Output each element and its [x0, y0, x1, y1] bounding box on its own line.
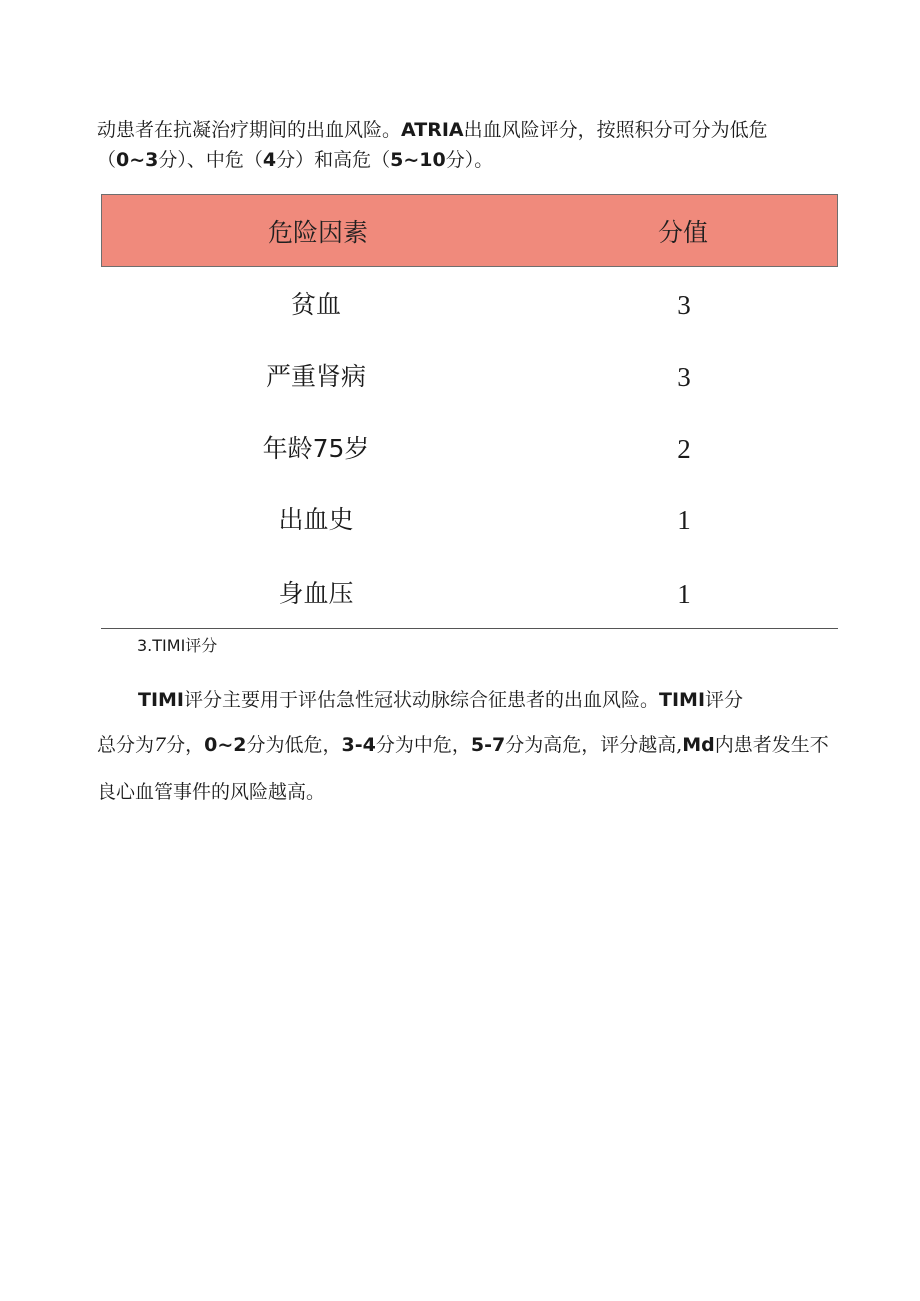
score-cell: 3 [677, 362, 691, 392]
score-cell: 2 [677, 434, 691, 464]
md-label: Md [682, 734, 715, 756]
timi-text: 分， [166, 734, 205, 756]
low-risk-range: 0~3 [116, 149, 159, 171]
intro-text: 动患者在抗凝治疗期间的出血风险。 [97, 119, 402, 141]
table-bottom-rule [101, 628, 838, 629]
atria-label: ATRIA [401, 119, 464, 141]
header-risk-factor: 危险因素 [268, 218, 369, 247]
score-cell: 1 [677, 579, 691, 609]
score-cell: 1 [677, 505, 691, 535]
score-cell: 3 [677, 290, 691, 320]
high-risk-range: 5~10 [390, 149, 446, 171]
timi-line-3 [97, 777, 842, 807]
risk-factor-cell: 出血史 [278, 505, 354, 534]
risk-factor-cell: 身血压 [278, 579, 354, 608]
low-risk-range: 0~2 [204, 734, 247, 756]
intro-text: 出血风险评分，按照积分可分为低危 [463, 119, 768, 141]
total-score-value: 7 [154, 734, 167, 756]
header-score: 分值 [658, 218, 709, 247]
timi-label: TIMI [659, 689, 706, 711]
intro-text: 分）和高危（ [276, 149, 391, 171]
risk-factor-cell: 年龄75岁 [262, 434, 370, 463]
risk-factor-cell: 严重肾病 [265, 362, 366, 391]
table-row [101, 574, 838, 614]
table-row [101, 285, 838, 325]
table-header [101, 194, 838, 267]
timi-text: 良心血管事件的风险越高。 [97, 781, 326, 803]
intro-text: 分）、中危（ [158, 149, 263, 171]
timi-line-2 [97, 730, 842, 760]
section-title: 3.TIMI评分 [137, 636, 218, 655]
timi-label: TIMI [138, 689, 185, 711]
mid-risk-range: 3-4 [341, 734, 376, 756]
intro-text: （ [97, 149, 117, 171]
table-row [101, 357, 838, 397]
timi-text: 分为高危，评分越高, [505, 734, 683, 756]
timi-text: 分为低危， [246, 734, 342, 756]
risk-factor-cell: 贫血 [290, 290, 341, 319]
intro-line-2 [97, 145, 842, 175]
timi-text: 内患者发生不 [714, 734, 829, 756]
timi-text: 分为中危， [375, 734, 471, 756]
timi-text: 总分为 [97, 734, 155, 756]
table-row [101, 429, 838, 469]
high-risk-range: 5-7 [470, 734, 506, 756]
mid-risk-value: 4 [262, 149, 277, 171]
table-row [101, 500, 838, 540]
timi-text: 评分主要用于评估急性冠状动脉综合征患者的出血风险。 [184, 689, 660, 711]
intro-text: 分）。 [445, 149, 494, 171]
intro-line-1 [97, 115, 842, 145]
timi-text: 评分 [705, 689, 744, 711]
timi-line-1 [138, 685, 883, 715]
